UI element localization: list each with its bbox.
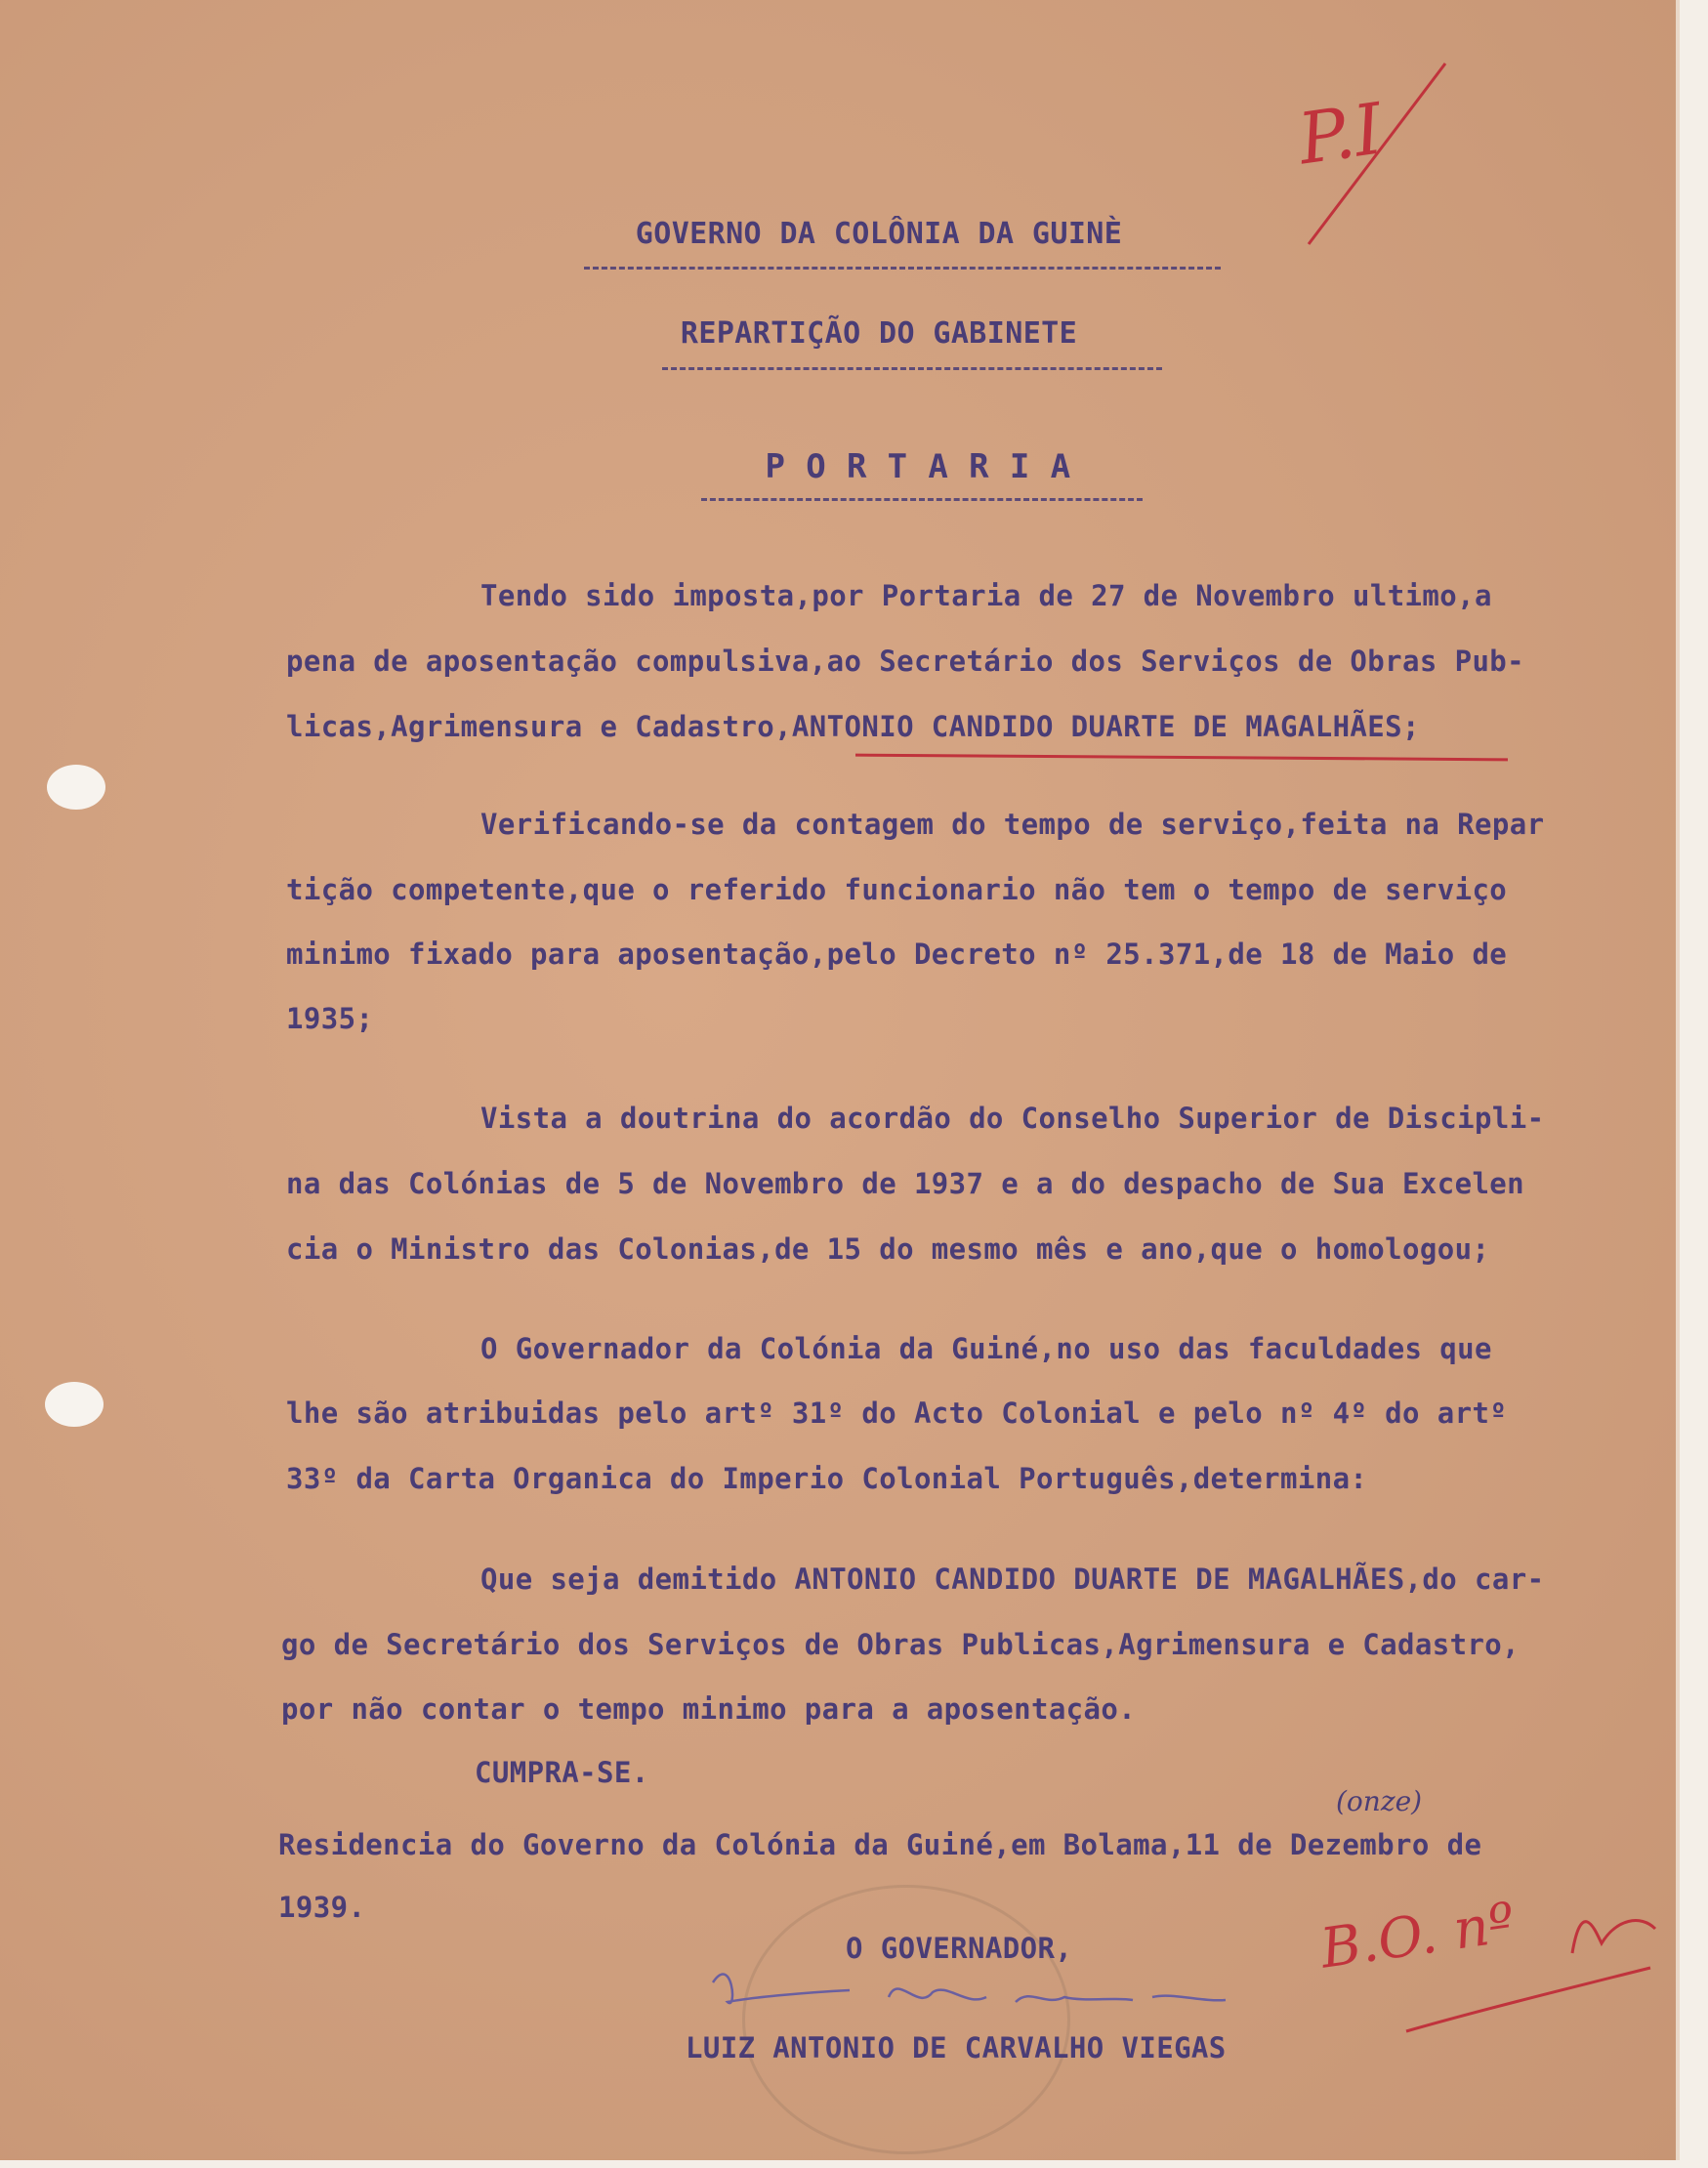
header-rule-1 <box>584 267 1221 270</box>
annotation-pi: P.I <box>1293 87 1388 181</box>
p2-line-4: 1935; <box>286 1002 374 1035</box>
p1-line-2: pena de aposentação compulsiva,ao Secretário dos Serviços de Obras Pub- <box>286 645 1525 678</box>
p3-line-2: na das Colónias de 5 de Novembro de 1937 e a do despacho de Sua Excelen <box>286 1167 1525 1200</box>
p1-line-3: licas,Agrimensura e Cadastro,ANTONIO CANDIDO DUARTE DE MAGALHÃES; <box>286 710 1420 743</box>
p5-line-3: por não contar o tempo minimo para a aposentação. <box>281 1692 1137 1726</box>
date-line: Residencia do Governo da Colónia da Guiné,em Bolama,11 de Dezembro de <box>278 1828 1482 1861</box>
signature-name: LUIZ ANTONIO DE CARVALHO VIEGAS <box>686 2031 1227 2064</box>
handwritten-signature-icon <box>693 1943 1240 2031</box>
annotation-bo: B.O. nº <box>1316 1891 1520 1981</box>
document-type: P O R T A R I A <box>765 447 1071 486</box>
annotation-onze: (onze) <box>1336 1785 1423 1817</box>
punch-hole-bottom <box>45 1382 104 1427</box>
p2-line-3: minimo fixado para aposentação,pelo Decreto nº 25.371,de 18 de Maio de <box>286 938 1508 971</box>
punch-hole-top <box>47 765 105 810</box>
p4-line-3: 33º da Carta Organica do Imperio Colonial Português,determina: <box>286 1462 1368 1495</box>
p4-line-1: O Governador da Colónia da Guiné,no uso das faculdades que <box>480 1332 1492 1365</box>
p3-line-1: Vista a doutrina do acordão do Conselho Superior de Discipli- <box>480 1102 1545 1135</box>
cumpra-se: CUMPRA-SE. <box>475 1756 649 1789</box>
signature-role: O GOVERNADOR, <box>846 1932 1073 1965</box>
p2-line-2: tição competente,que o referido funcionario não tem o tempo de serviço <box>286 873 1508 906</box>
header-rule-3 <box>701 498 1143 501</box>
p4-line-2: lhe são atribuidas pelo artº 31º do Acto Colonial e pelo nº 4º do artº <box>286 1397 1508 1430</box>
p3-line-3: cia o Ministro das Colonias,de 15 do mesmo mês e ano,que o homologou; <box>286 1232 1490 1266</box>
header-rule-2 <box>662 367 1162 370</box>
red-underline <box>855 754 1508 762</box>
p5-line-2: go de Secretário dos Serviços de Obras Publicas,Agrimensura e Cadastro, <box>281 1628 1521 1661</box>
annotation-bo-stroke-icon <box>1387 1875 1670 2041</box>
header-subtitle: REPARTIÇÃO DO GABINETE <box>680 316 1078 351</box>
header-title: GOVERNO DA COLÔNIA DA GUINÈ <box>635 217 1123 251</box>
p2-line-1: Verificando-se da contagem do tempo de serviço,feita na Repar <box>480 808 1545 841</box>
p5-line-1: Que seja demitido ANTONIO CANDIDO DUARTE DE MAGALHÃES,do car- <box>480 1563 1545 1596</box>
p1-line-1: Tendo sido imposta,por Portaria de 27 de Novembro ultimo,a <box>480 579 1492 612</box>
date-year: 1939. <box>278 1891 366 1924</box>
